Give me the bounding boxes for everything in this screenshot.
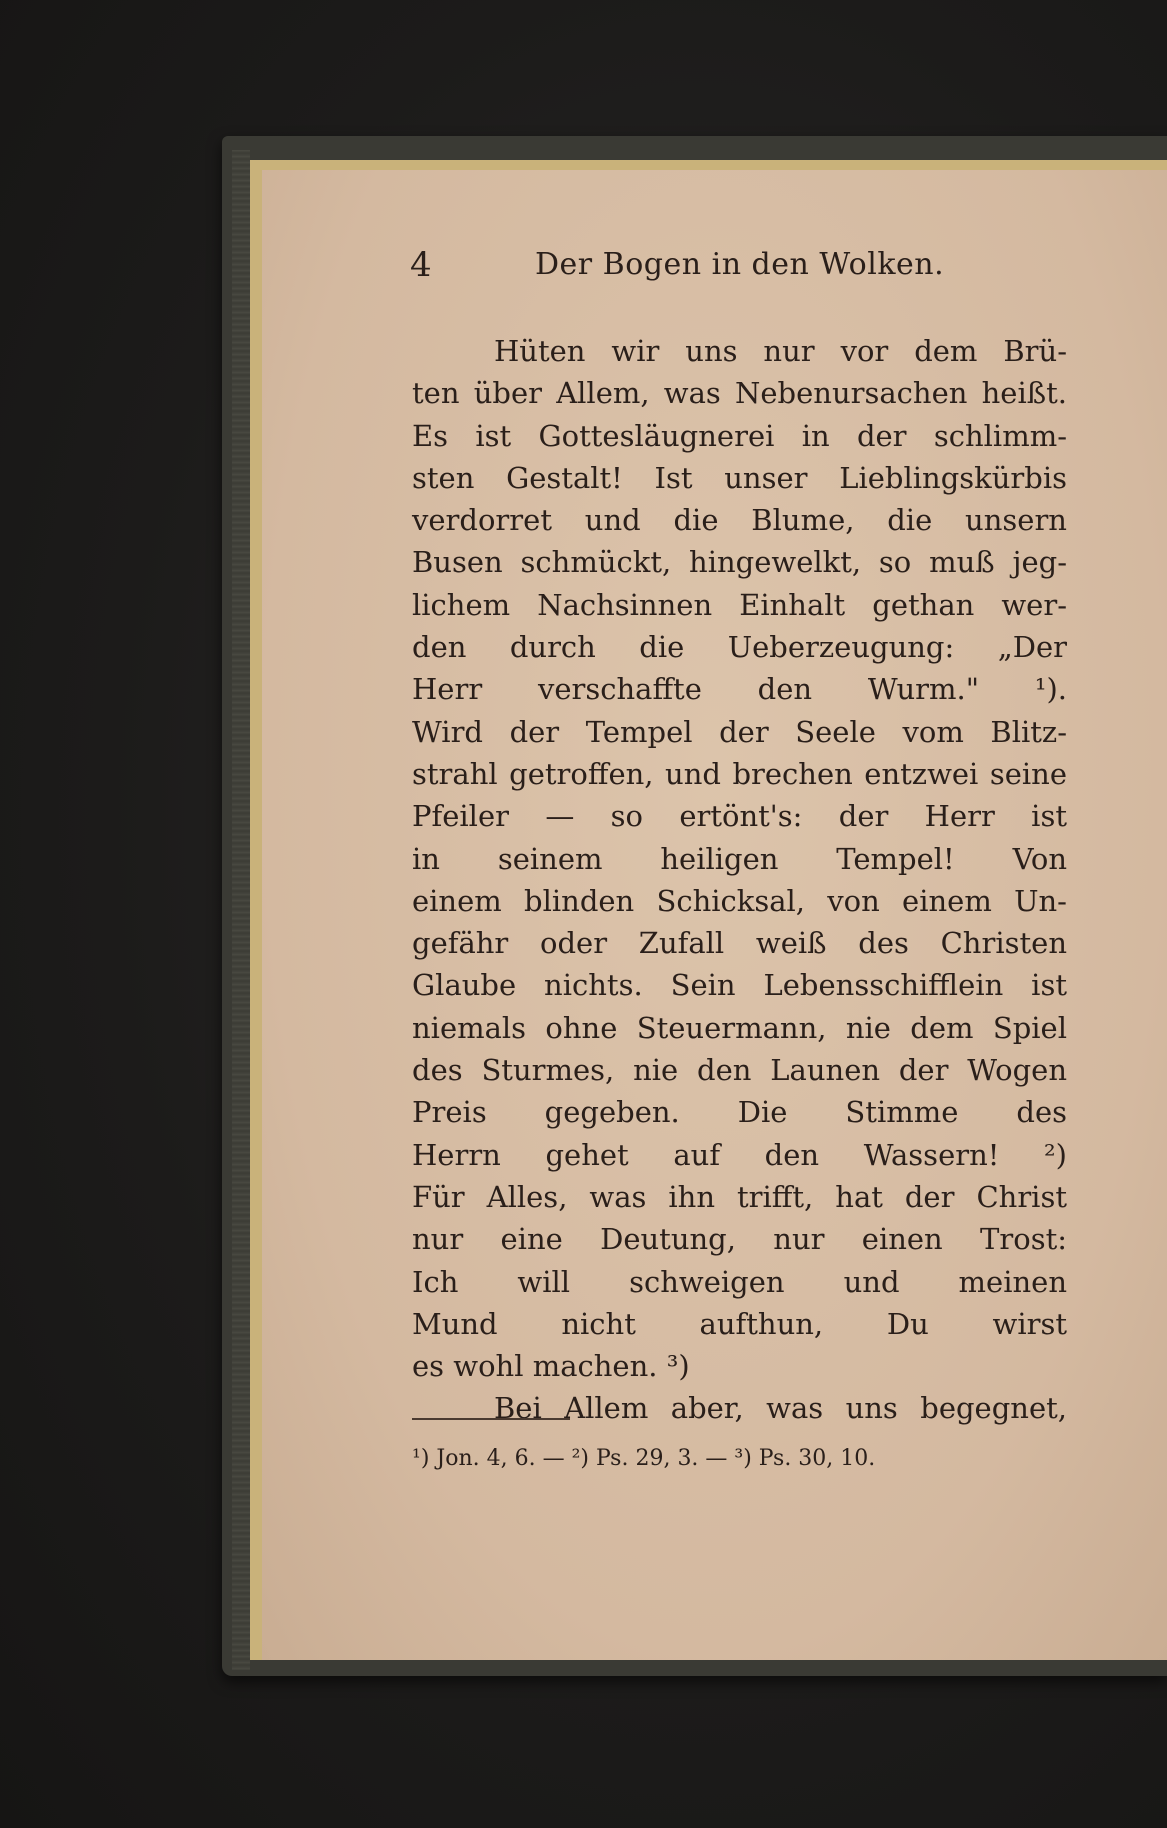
text-line: einem blinden Schicksal, von einem Un- [412, 883, 1067, 918]
text-line: nur eine Deutung, nur einen Trost: [412, 1222, 1067, 1257]
text-line: Ich will schweigen und meinen [412, 1264, 1067, 1299]
text-line: Herrn gehet auf den Wassern! ²) [412, 1137, 1067, 1172]
text-line: Wird der Tempel der Seele vom Blitz- [412, 714, 1067, 749]
text-line: Für Alles, was ihn trifft, hat der Christ [412, 1179, 1067, 1214]
text-line: ten über Allem, was Nebenursachen heißt. [412, 376, 1067, 411]
text-line: lichem Nachsinnen Einhalt gethan wer- [412, 587, 1067, 622]
text-line: Busen schmückt, hingewelkt, so muß jeg- [412, 545, 1067, 580]
text-line: Pfeiler — so ertönt's: der Herr ist [412, 799, 1067, 834]
footnotes: ¹) Jon. 4, 6. — ²) Ps. 29, 3. — ³) Ps. 30, 10. [412, 1446, 876, 1471]
text-line: des Sturmes, nie den Launen der Wogen [412, 1053, 1067, 1088]
text-line: gefähr oder Zufall weiß des Christen [412, 926, 1067, 961]
text-line: es wohl machen. ³) [412, 1349, 690, 1384]
text-line: Glaube nichts. Sein Lebensschifflein ist [412, 968, 1067, 1003]
text-line: sten Gestalt! Ist unser Lieblingskürbis [412, 460, 1067, 495]
footnote-rule [412, 1418, 570, 1420]
text-line: niemals ohne Steuermann, nie dem Spiel [412, 1010, 1067, 1045]
text-line: Herr verschaffte den Wurm." ¹). [412, 672, 1067, 707]
book-spine-edge [232, 150, 250, 1670]
text-line: verdorret und die Blume, die unsern [412, 503, 1067, 538]
text-line: Mund nicht aufthun, Du wirst [412, 1306, 1067, 1341]
page-header [410, 243, 970, 287]
text-line: Es ist Gottesläugnerei in der schlimm- [412, 418, 1067, 453]
text-line: Bei Allem aber, was uns begegnet, [494, 1391, 1067, 1426]
text-line: Preis gegeben. Die Stimme des [412, 1095, 1067, 1130]
running-title: Der Bogen in den Wolken. [535, 247, 945, 282]
text-line: den durch die Ueberzeugung: „Der [412, 630, 1067, 665]
body-text [412, 330, 1067, 1430]
text-line: Hüten wir uns nur vor dem Brü- [494, 334, 1067, 368]
page-number: 4 [410, 245, 432, 285]
text-line: in seinem heiligen Tempel! Von [412, 841, 1067, 876]
text-line: strahl getroffen, und brechen entzwei seine [412, 756, 1067, 791]
